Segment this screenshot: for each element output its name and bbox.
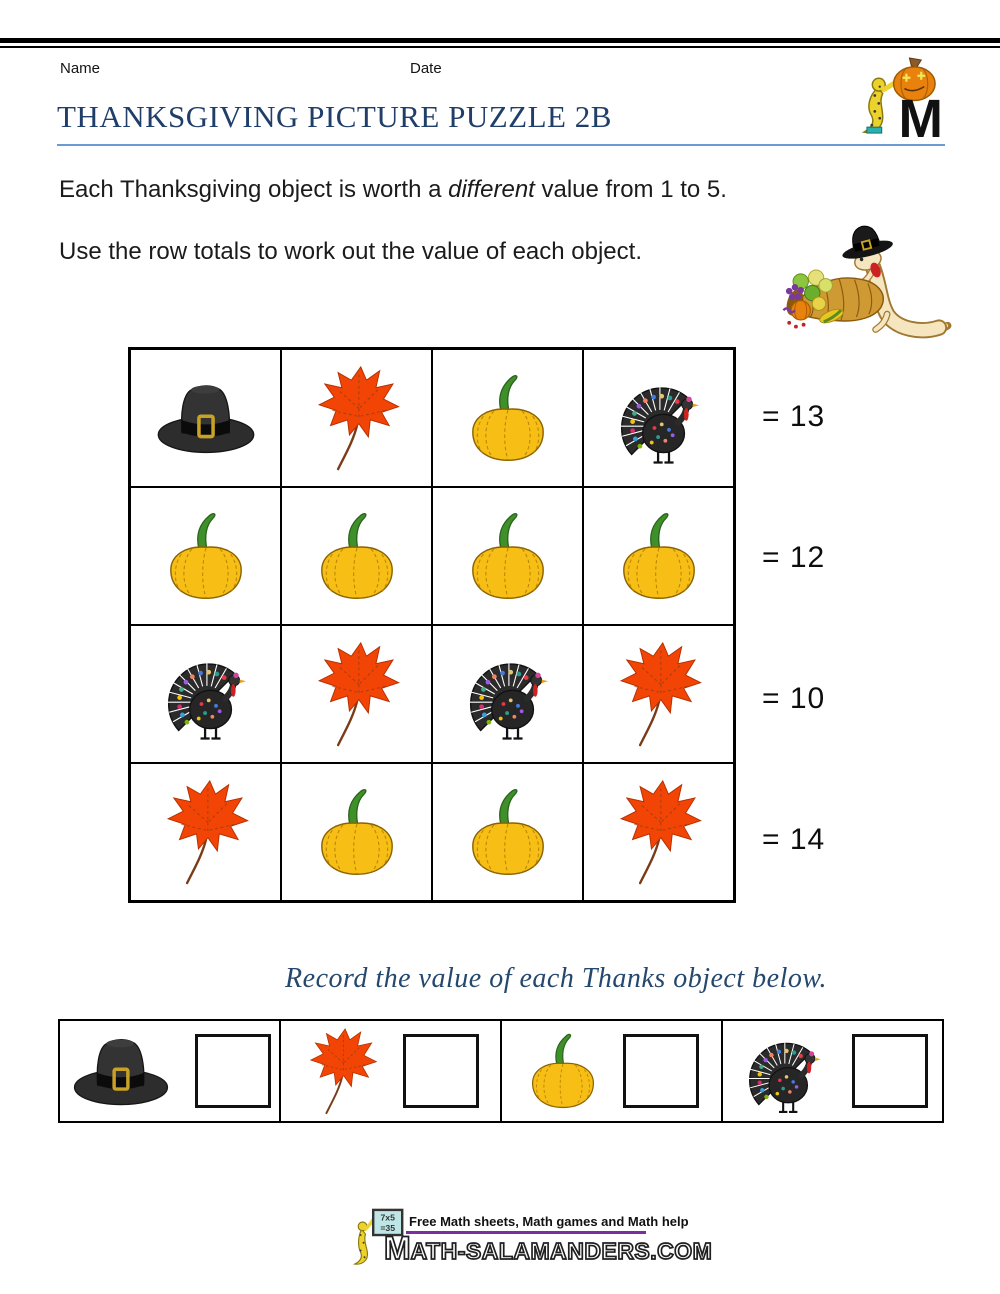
answer-box-hat[interactable] xyxy=(195,1034,271,1108)
puzzle-cell-pumpkin xyxy=(432,763,583,902)
record-cell-turkey xyxy=(723,1021,942,1121)
pilgrim-hat-icon xyxy=(69,1034,173,1108)
puzzle-row xyxy=(130,625,735,763)
maple-leaf-icon xyxy=(309,641,405,747)
puzzle-cell-pumpkin xyxy=(281,763,432,902)
puzzle-row xyxy=(130,763,735,902)
pumpkin-icon xyxy=(464,369,552,467)
footer-brand-initial: M xyxy=(384,1230,411,1266)
pumpkin-icon xyxy=(615,507,703,605)
maple-leaf-icon xyxy=(611,641,707,747)
record-cell-leaf xyxy=(281,1021,502,1121)
board-equation-line2: =35 xyxy=(380,1223,396,1234)
record-cell-pumpkin xyxy=(502,1021,723,1121)
puzzle-row xyxy=(130,487,735,625)
turkey-icon xyxy=(609,368,709,468)
instruction-line-1 xyxy=(59,176,727,204)
title-underline xyxy=(57,144,945,146)
instruction-line-2: Use the row totals to work out the value of each object. xyxy=(59,238,642,265)
row-total: = 10 xyxy=(762,681,826,715)
date-label: Date xyxy=(410,60,442,77)
pilgrim-hat-icon xyxy=(153,380,259,456)
turkey-icon xyxy=(458,644,558,744)
turkey-icon xyxy=(156,644,256,744)
instruction-line-1-pre: Each Thanksgiving object is worth a xyxy=(59,176,449,203)
puzzle-cell-turkey xyxy=(432,625,583,763)
top-rule-thick xyxy=(0,38,1000,43)
instruction-line-1-emphasis: different xyxy=(448,176,535,203)
row-total: = 12 xyxy=(762,541,826,575)
footer-tagline: Free Math sheets, Math games and Math help xyxy=(409,1214,689,1229)
pumpkin-icon xyxy=(313,507,401,605)
puzzle-grid-body xyxy=(130,349,735,902)
row-totals xyxy=(762,347,902,910)
math-salamanders-logo-icon xyxy=(854,56,948,140)
cornucopia-salamander-icon xyxy=(778,222,954,342)
svg-text:M: M xyxy=(898,90,943,140)
puzzle-cell-leaf xyxy=(583,763,735,902)
row-total: = 13 xyxy=(762,400,826,434)
maple-leaf-icon xyxy=(611,779,707,885)
puzzle-cell-leaf xyxy=(281,625,432,763)
puzzle-cell-leaf xyxy=(281,349,432,488)
answer-box-leaf[interactable] xyxy=(403,1034,479,1108)
answer-box-turkey[interactable] xyxy=(852,1034,928,1108)
footer-brand-rest: ATH-SALAMANDERS.COM xyxy=(410,1238,713,1264)
maple-leaf-icon xyxy=(303,1026,381,1116)
top-rule-thin xyxy=(0,46,1000,48)
puzzle-row xyxy=(130,349,735,488)
puzzle-cell-pumpkin xyxy=(281,487,432,625)
puzzle-cell-turkey xyxy=(130,625,282,763)
pumpkin-icon xyxy=(313,783,401,881)
puzzle-cell-turkey xyxy=(583,349,735,488)
pumpkin-icon xyxy=(162,507,250,605)
puzzle-cell-pumpkin xyxy=(583,487,735,625)
puzzle-grid xyxy=(128,347,736,903)
maple-leaf-icon xyxy=(158,779,254,885)
maple-leaf-icon xyxy=(309,365,405,471)
record-cell-hat xyxy=(60,1021,281,1121)
instruction-line-1-post: value from 1 to 5. xyxy=(534,176,727,203)
puzzle-cell-hat xyxy=(130,349,282,488)
record-row xyxy=(58,1019,944,1123)
puzzle-cell-pumpkin xyxy=(432,487,583,625)
puzzle-cell-leaf xyxy=(130,763,282,902)
footer-brand xyxy=(384,1232,712,1264)
puzzle-cell-pumpkin xyxy=(130,487,282,625)
board-equation-line1: 7x5 xyxy=(380,1212,395,1223)
pumpkin-icon xyxy=(464,507,552,605)
puzzle-cell-pumpkin xyxy=(432,349,583,488)
answer-box-pumpkin[interactable] xyxy=(623,1034,699,1108)
pumpkin-icon xyxy=(464,783,552,881)
record-caption: Record the value of each Thanks object below. xyxy=(285,963,827,994)
turkey-icon xyxy=(738,1024,830,1118)
row-total: = 14 xyxy=(762,822,826,856)
puzzle-cell-leaf xyxy=(583,625,735,763)
pumpkin-icon xyxy=(525,1028,601,1114)
name-label: Name xyxy=(60,60,101,77)
page-title: THANKSGIVING PICTURE PUZZLE 2B xyxy=(57,99,612,134)
